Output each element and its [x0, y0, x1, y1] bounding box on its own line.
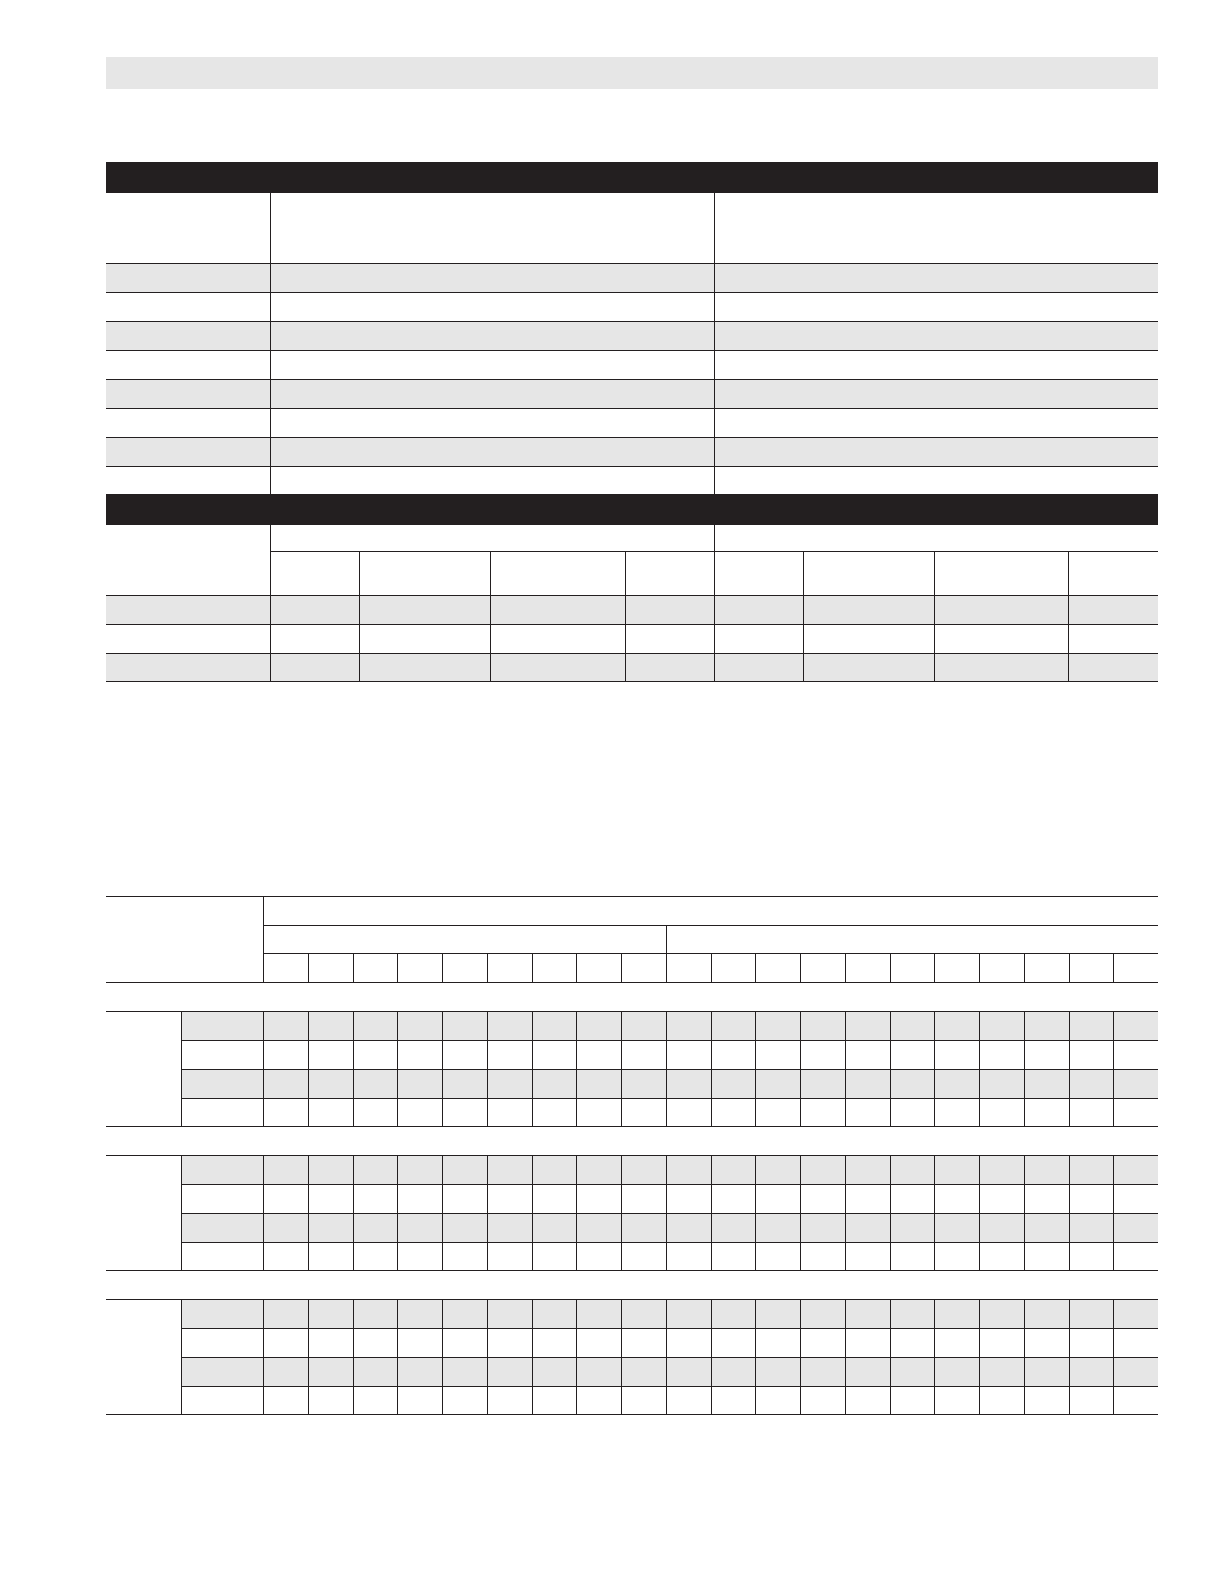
table1-cell-left	[270, 438, 714, 466]
table1-cell-left	[270, 467, 714, 495]
table1-row	[106, 292, 1158, 321]
table3-column-divider	[487, 1011, 488, 1126]
table3-row-shade	[182, 1300, 1158, 1328]
table3-column-divider	[442, 1299, 443, 1414]
table2-subheader	[803, 551, 934, 595]
table3-column-divider	[934, 1299, 935, 1414]
table1-row	[106, 379, 1158, 408]
table2-subheader	[714, 551, 803, 595]
table3-column-divider	[576, 953, 577, 982]
table3-column-divider	[442, 953, 443, 982]
table3-column-divider	[800, 953, 801, 982]
table3-column-divider	[532, 1299, 533, 1414]
table2-subheader	[359, 551, 490, 595]
table3-column-divider	[711, 953, 712, 982]
table3-section-title	[106, 982, 1158, 1011]
table3-column-divider	[711, 1011, 712, 1126]
table3-group-header-right	[667, 926, 1158, 953]
table2-cell	[1068, 654, 1158, 681]
table3-column-divider	[532, 1011, 533, 1126]
table3-row-rule	[181, 1069, 1158, 1070]
table3-row-rule	[181, 1213, 1158, 1214]
table3-column-divider	[353, 1299, 354, 1414]
table3-column-divider	[1069, 1299, 1070, 1414]
table3-row-rule	[181, 1328, 1158, 1329]
table1-cell-left	[270, 351, 714, 379]
table3-column-divider	[845, 1155, 846, 1270]
table3-column-divider	[666, 1011, 667, 1126]
table3-label-divider	[263, 1155, 264, 1270]
table3-column-divider	[1024, 953, 1025, 982]
table3-row-label	[182, 1099, 263, 1127]
table3-column-divider	[1113, 1155, 1114, 1270]
table3-column-divider	[1024, 1011, 1025, 1126]
table1-cell-left	[270, 322, 714, 350]
table1-cell-right	[714, 409, 1158, 437]
table3-row-label	[182, 1041, 263, 1069]
table3-row-label	[182, 1329, 263, 1357]
table2-cell	[625, 596, 714, 624]
table1-row	[106, 466, 1158, 495]
table2-subheader	[490, 551, 625, 595]
table2-row	[106, 624, 1158, 653]
table1-cell-right	[714, 322, 1158, 350]
table1-row	[106, 321, 1158, 350]
table2-subheader	[625, 551, 714, 595]
table3-column-divider	[800, 1299, 801, 1414]
table1-cell-label	[106, 380, 270, 408]
table3-column-divider	[442, 1011, 443, 1126]
table3-column-divider	[621, 953, 622, 982]
table2-cell	[270, 596, 359, 624]
table3-row-label	[182, 1214, 263, 1242]
table3-column-divider	[621, 1011, 622, 1126]
table3-column-divider	[442, 1155, 443, 1270]
table1-cell-label	[106, 322, 270, 350]
table3-column-divider	[845, 1011, 846, 1126]
table3-label-divider	[263, 1299, 264, 1414]
table3-column-divider	[890, 1299, 891, 1414]
table2-cell	[359, 596, 490, 624]
table2-cell	[714, 654, 803, 681]
table1-cell-right	[714, 264, 1158, 292]
table2-cell	[934, 654, 1068, 681]
table3-row-label	[182, 1300, 263, 1328]
table3-column-divider	[397, 1299, 398, 1414]
table3-column-divider	[353, 1155, 354, 1270]
table2-cell	[490, 596, 625, 624]
table2-row	[106, 595, 1158, 624]
table3-row-shade	[182, 1214, 1158, 1242]
table3-column-divider	[621, 1155, 622, 1270]
table2-cell	[270, 654, 359, 681]
table3-column-divider	[353, 953, 354, 982]
table3-row-rule	[181, 1184, 1158, 1185]
table3-row-rule	[181, 1357, 1158, 1358]
table3-column-divider	[487, 1299, 488, 1414]
table2-row-label	[106, 596, 270, 624]
table3-column-divider	[308, 1155, 309, 1270]
table3-column-divider	[1069, 953, 1070, 982]
table3-column-divider	[1024, 1299, 1025, 1414]
table3-column-divider	[890, 1155, 891, 1270]
table3-column-divider	[1113, 1299, 1114, 1414]
table3-column-divider	[532, 1155, 533, 1270]
page-header-band	[106, 57, 1158, 89]
table2-cell	[934, 596, 1068, 624]
table2-cell	[714, 596, 803, 624]
table3-column-divider	[308, 953, 309, 982]
table3-row-label	[182, 1156, 263, 1184]
table3-row-label	[182, 1070, 263, 1098]
table3-row-rule	[181, 1386, 1158, 1387]
table3-section-group-label	[106, 1012, 181, 1127]
table3-column-divider	[1069, 1155, 1070, 1270]
table1-cell-right	[714, 293, 1158, 321]
table3-column-divider	[1069, 1011, 1070, 1126]
table3-group-header-left	[264, 926, 666, 953]
table2-subheader	[934, 551, 1068, 595]
table3	[106, 896, 1158, 1416]
table1-header-right	[714, 193, 1158, 263]
table3-row-label	[182, 1387, 263, 1415]
table3-column-divider	[800, 1155, 801, 1270]
table3-row-label	[182, 1358, 263, 1386]
table3-column-divider	[711, 1155, 712, 1270]
table1-cell-right	[714, 438, 1158, 466]
table2-group-header-left	[271, 525, 714, 551]
table3-section-title	[106, 1270, 1158, 1299]
table3-column-divider	[576, 1155, 577, 1270]
table1-cell-label	[106, 351, 270, 379]
table2-cell	[625, 654, 714, 681]
table3-column-divider	[576, 1011, 577, 1126]
table1-cell-right	[714, 380, 1158, 408]
table2-cell	[490, 654, 625, 681]
table2-cell	[714, 625, 803, 653]
table3-column-divider	[1024, 1155, 1025, 1270]
table1-cell-label	[106, 438, 270, 466]
table1-header-bar	[106, 162, 1158, 193]
table2-header-bar	[106, 494, 1158, 525]
table3-section-group-label	[106, 1156, 181, 1271]
table3-column-divider	[1113, 1011, 1114, 1126]
table3-column-divider	[845, 1299, 846, 1414]
table3-row-label	[182, 1243, 263, 1271]
table3-column-divider	[979, 1011, 980, 1126]
table2-row	[106, 653, 1158, 682]
table3-column-divider	[532, 953, 533, 982]
table3-column-divider	[711, 1299, 712, 1414]
table3-column-divider	[755, 1155, 756, 1270]
table3-column-divider	[1113, 953, 1114, 982]
table3-column-divider	[397, 953, 398, 982]
table1-cell-left	[270, 264, 714, 292]
table3-top-header	[264, 897, 1158, 925]
table3-column-divider	[755, 1299, 756, 1414]
table1-cell-label	[106, 264, 270, 292]
table2-row-label	[106, 654, 270, 681]
table3-row-shade	[182, 1012, 1158, 1040]
table3-column-divider	[934, 1011, 935, 1126]
table3-column-divider	[979, 1299, 980, 1414]
table2-cell	[1068, 596, 1158, 624]
table3-column-divider	[353, 1011, 354, 1126]
table1-cell-right	[714, 467, 1158, 495]
table3-column-divider	[621, 1299, 622, 1414]
table3-section-title	[106, 1126, 1158, 1155]
table3-column-divider	[800, 1011, 801, 1126]
table2-cell	[359, 625, 490, 653]
table2-header-block	[106, 525, 1158, 595]
table3-column-divider	[934, 1155, 935, 1270]
table3-column-divider	[487, 953, 488, 982]
table1-row	[106, 437, 1158, 466]
table3-row-shade	[182, 1070, 1158, 1098]
table1-cell-right	[714, 351, 1158, 379]
table3-column-divider	[755, 1011, 756, 1126]
table3-column-divider	[845, 953, 846, 982]
table3-row-shade	[182, 1156, 1158, 1184]
table2-cell	[934, 625, 1068, 653]
table3-column-divider	[890, 953, 891, 982]
table3-column-divider	[397, 1011, 398, 1126]
table1-header-label	[106, 193, 270, 263]
table3-column-divider	[666, 953, 667, 982]
table2-cell	[1068, 625, 1158, 653]
table3-column-divider	[666, 1299, 667, 1414]
table3-column-divider	[890, 1011, 891, 1126]
table2-cell	[270, 625, 359, 653]
table3-row-shade	[182, 1358, 1158, 1386]
table3-section-group-label	[106, 1300, 181, 1415]
table2-cell	[359, 654, 490, 681]
table3-column-divider	[934, 953, 935, 982]
table3-column-divider	[487, 1155, 488, 1270]
table1-cell-left	[270, 409, 714, 437]
table3-column-divider	[397, 1155, 398, 1270]
table2-cell	[803, 654, 934, 681]
table3-column-divider	[308, 1299, 309, 1414]
table1-header-left	[270, 193, 714, 263]
table3-column-divider	[979, 1155, 980, 1270]
table1-row	[106, 263, 1158, 292]
table3-label-divider	[263, 1011, 264, 1126]
table3-row-rule	[181, 1242, 1158, 1243]
table3-column-divider	[755, 953, 756, 982]
table1-column-header-row	[106, 193, 1158, 263]
table2-cell	[625, 625, 714, 653]
table1-cell-left	[270, 380, 714, 408]
table1-row	[106, 408, 1158, 437]
table2-subheader	[1068, 551, 1158, 595]
table3-column-divider	[979, 953, 980, 982]
table1-cell-label	[106, 293, 270, 321]
table2-cell	[490, 625, 625, 653]
table3-section-bottom-rule	[106, 1414, 1158, 1415]
table3-row-label	[182, 1185, 263, 1213]
table3-column-divider	[308, 1011, 309, 1126]
table2-row-label	[106, 625, 270, 653]
table3-column-divider	[576, 1299, 577, 1414]
table1-cell-left	[270, 293, 714, 321]
table2-group-header-right	[715, 525, 1158, 551]
table1-row	[106, 350, 1158, 379]
table1-cell-label	[106, 467, 270, 495]
table3-row-rule	[181, 1098, 1158, 1099]
table2-subheader	[270, 551, 359, 595]
table2-cell	[803, 596, 934, 624]
table2-cell	[803, 625, 934, 653]
table3-row-label	[182, 1012, 263, 1040]
table1-cell-label	[106, 409, 270, 437]
table3-column-divider	[666, 1155, 667, 1270]
table3-row-rule	[181, 1040, 1158, 1041]
